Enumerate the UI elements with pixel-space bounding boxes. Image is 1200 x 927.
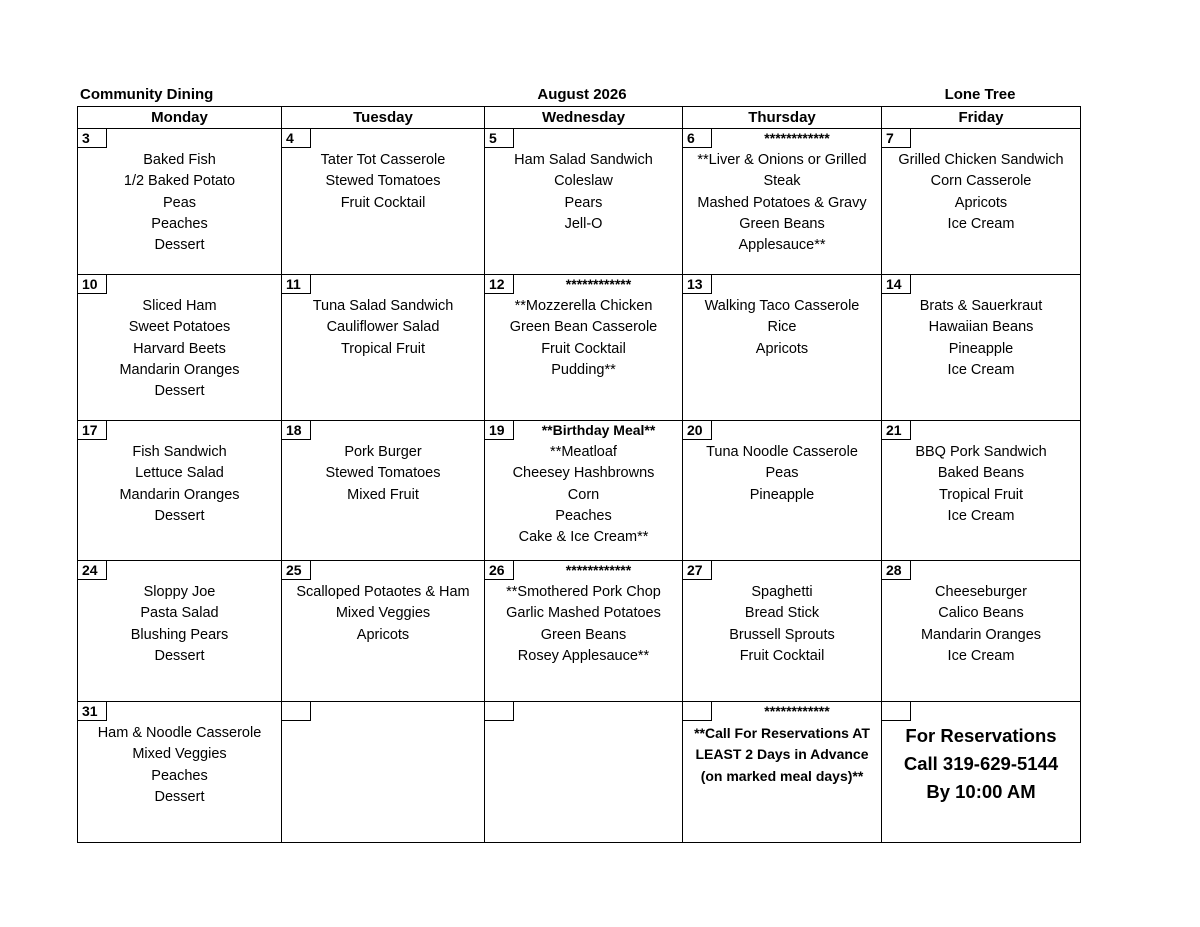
menu-item: Walking Taco Casserole (704, 298, 860, 314)
day-number: 24 (78, 561, 107, 580)
day-cell (485, 129, 683, 275)
menu-item: Dessert (154, 647, 205, 664)
menu-item: Pudding** (551, 361, 616, 378)
menu-items (282, 582, 484, 646)
menu-item: Peaches (555, 507, 612, 524)
menu-item: Bread Stick (744, 605, 820, 622)
menu-item: Green Bean Casserole (509, 319, 658, 336)
day-number: 26 (485, 561, 514, 580)
menu-item: Apricots (356, 626, 410, 643)
reservation-line: For Reservations (905, 725, 1057, 746)
day-cell (485, 421, 683, 561)
menu-item: Rice (767, 319, 797, 336)
menu-item: Corn (567, 486, 600, 503)
weekday-header: Friday (882, 107, 1081, 129)
menu-items (485, 582, 682, 667)
menu-items (683, 296, 881, 360)
menu-item: Baked Beans (937, 465, 1025, 482)
location-title: Lone Tree (944, 86, 1016, 103)
menu-item: Fish Sandwich (132, 444, 227, 460)
menu-item: LEAST 2 Days in Advance (695, 746, 869, 763)
menu-item: Fruit Cocktail (739, 647, 825, 664)
day-cell (683, 702, 882, 843)
day-number (882, 702, 911, 721)
menu-item: Cheesey Hashbrowns (512, 465, 655, 482)
day-cell (683, 275, 882, 421)
week-row (78, 702, 1081, 843)
day-number (282, 702, 311, 721)
day-number: 4 (282, 129, 311, 148)
day-cell (282, 561, 485, 702)
day-note: ************ (565, 276, 632, 292)
day-number: 6 (683, 129, 712, 148)
menu-item: Cauliflower Salad (326, 319, 440, 336)
menu-item: **Mozzerella Chicken (514, 298, 653, 314)
menu-item: Calico Beans (938, 605, 1024, 622)
day-number: 25 (282, 561, 311, 580)
menu-items (882, 150, 1080, 235)
day-number: 27 (683, 561, 712, 580)
day-number (683, 702, 712, 721)
menu-item: Mandarin Oranges (119, 361, 240, 378)
menu-calendar (77, 106, 1081, 843)
reservation-line: Call 319-629-5144 (903, 753, 1059, 774)
menu-item: Pineapple (948, 340, 1014, 357)
reservation-notice (683, 723, 881, 787)
menu-item: Pineapple (749, 486, 815, 503)
menu-item: Dessert (154, 383, 205, 400)
menu-item: Cheeseburger (935, 584, 1027, 600)
menu-item: Sweet Potatoes (128, 319, 231, 336)
menu-item: Apricots (954, 194, 1008, 211)
menu-items (882, 442, 1080, 527)
day-cell (282, 421, 485, 561)
menu-item: Dessert (154, 237, 205, 254)
menu-item: Tuna Salad Sandwich (312, 298, 454, 314)
menu-item: Spaghetti (751, 584, 813, 600)
day-number: 13 (683, 275, 712, 294)
day-cell (282, 702, 485, 843)
menu-item: (on marked meal days)** (700, 767, 864, 784)
menu-item: Tater Tot Casserole (320, 152, 446, 168)
day-number: 5 (485, 129, 514, 148)
day-cell (683, 561, 882, 702)
menu-item: Mixed Veggies (335, 605, 431, 622)
week-row (78, 561, 1081, 702)
menu-item: Stewed Tomatoes (325, 173, 441, 190)
day-cell (78, 421, 282, 561)
day-note: ************ (764, 130, 830, 146)
menu-items (282, 442, 484, 506)
menu-item: Apricots (755, 340, 809, 357)
day-note: **Birthday Meal** (541, 422, 656, 438)
menu-item: BBQ Pork Sandwich (915, 444, 1047, 460)
menu-item: Lettuce Salad (135, 465, 224, 482)
menu-item: Hawaiian Beans (928, 319, 1034, 336)
day-number (485, 702, 514, 721)
day-cell (78, 129, 282, 275)
day-cell (78, 275, 282, 421)
menu-items (485, 442, 682, 548)
day-cell (882, 129, 1081, 275)
program-title: Community Dining (80, 86, 214, 103)
day-cell (882, 421, 1081, 561)
day-cell (882, 561, 1081, 702)
menu-item: Brussell Sprouts (729, 626, 835, 643)
menu-item: Sliced Ham (142, 298, 217, 314)
menu-items (282, 296, 484, 360)
menu-item: Green Beans (739, 215, 825, 232)
menu-item: Fruit Cocktail (541, 340, 626, 357)
menu-item: Stewed Tomatoes (325, 465, 441, 482)
menu-items (683, 442, 881, 506)
menu-item: Ice Cream (947, 215, 1015, 232)
calendar-title-bar (77, 84, 1080, 106)
menu-items (78, 723, 281, 808)
menu-item: **Meatloaf (550, 444, 617, 460)
day-cell (882, 275, 1081, 421)
day-number: 19 (485, 421, 514, 440)
menu-items (485, 150, 682, 235)
menu-item: Rosey Applesauce** (517, 647, 650, 664)
menu-item: Mandarin Oranges (119, 486, 240, 503)
menu-item: Pears (564, 194, 603, 211)
day-number: 17 (78, 421, 107, 440)
menu-item: Ice Cream (947, 361, 1015, 378)
weekday-header: Monday (78, 107, 282, 129)
day-number: 14 (882, 275, 911, 294)
weekday-header-row (78, 107, 1081, 129)
menu-item: Mashed Potatoes & Gravy (697, 194, 867, 211)
menu-item: **Smothered Pork Chop (506, 584, 661, 600)
menu-items (683, 150, 881, 256)
menu-item: **Liver & Onions or Grilled (697, 152, 867, 168)
week-row (78, 421, 1081, 561)
day-number: 31 (78, 702, 107, 721)
day-note: ************ (764, 703, 830, 719)
menu-item: Pasta Salad (140, 605, 219, 622)
menu-items (78, 582, 281, 667)
menu-item: Ice Cream (947, 647, 1015, 664)
menu-item: Harvard Beets (133, 340, 226, 357)
menu-items (78, 442, 281, 527)
menu-item: Grilled Chicken Sandwich (898, 152, 1064, 168)
menu-item: Steak (763, 173, 801, 190)
menu-items (78, 296, 281, 402)
weekday-header: Tuesday (282, 107, 485, 129)
weekday-header: Thursday (683, 107, 882, 129)
menu-item: Peaches (151, 215, 208, 232)
week-row (78, 275, 1081, 421)
menu-item: Mandarin Oranges (920, 626, 1042, 643)
menu-item: Blushing Pears (130, 626, 229, 643)
day-cell (485, 275, 683, 421)
day-cell (78, 561, 282, 702)
menu-item: Tropical Fruit (340, 340, 426, 357)
menu-item: Mixed Veggies (132, 746, 227, 763)
week-row (78, 129, 1081, 275)
day-number: 11 (282, 275, 311, 294)
menu-item: Peas (765, 465, 799, 482)
menu-item: Brats & Sauerkraut (919, 298, 1043, 314)
menu-item: Fruit Cocktail (340, 194, 426, 211)
reservation-info (882, 722, 1080, 806)
menu-items (282, 150, 484, 214)
menu-item: Tuna Noodle Casserole (706, 444, 858, 460)
menu-items (882, 296, 1080, 381)
day-cell (485, 561, 683, 702)
day-cell (78, 702, 282, 843)
day-number: 18 (282, 421, 311, 440)
menu-item: Corn Casserole (930, 173, 1032, 190)
day-cell (485, 702, 683, 843)
day-cell (882, 702, 1081, 843)
day-cell (282, 129, 485, 275)
day-number: 12 (485, 275, 514, 294)
menu-items (683, 582, 881, 667)
menu-item: Ham & Noodle Casserole (97, 725, 262, 741)
day-number: 3 (78, 129, 107, 148)
menu-item: Baked Fish (143, 152, 216, 168)
menu-item: Ham Salad Sandwich (514, 152, 653, 168)
menu-items (485, 296, 682, 381)
menu-item: Dessert (154, 507, 205, 524)
menu-item: **Call For Reservations AT (694, 725, 870, 741)
menu-item: Garlic Mashed Potatoes (506, 605, 661, 622)
day-note: ************ (565, 562, 632, 578)
menu-item: 1/2 Baked Potato (123, 173, 236, 190)
menu-items (882, 582, 1080, 667)
menu-item: Jell-O (564, 215, 603, 232)
day-number: 21 (882, 421, 911, 440)
calendar-body (78, 129, 1081, 843)
menu-item: Peas (162, 194, 197, 211)
menu-item: Mixed Fruit (347, 486, 419, 503)
weekday-header: Wednesday (485, 107, 683, 129)
menu-item: Cake & Ice Cream** (518, 529, 649, 546)
menu-item: Applesauce** (738, 237, 826, 254)
menu-item: Ice Cream (947, 507, 1015, 524)
menu-item: Pork Burger (344, 444, 422, 460)
day-number: 7 (882, 129, 911, 148)
menu-item: Coleslaw (554, 173, 613, 190)
day-cell (282, 275, 485, 421)
menu-item: Tropical Fruit (938, 486, 1024, 503)
day-number: 20 (683, 421, 712, 440)
day-cell (683, 421, 882, 561)
menu-item: Peaches (151, 767, 208, 784)
menu-items (78, 150, 281, 256)
day-cell (683, 129, 882, 275)
day-number: 28 (882, 561, 911, 580)
menu-item: Green Beans (540, 626, 627, 643)
day-number: 10 (78, 275, 107, 294)
menu-item: Dessert (154, 788, 205, 805)
menu-item: Scalloped Potaotes & Ham (296, 584, 470, 600)
month-title: August 2026 (537, 86, 627, 103)
menu-item: Sloppy Joe (143, 584, 216, 600)
reservation-line: By 10:00 AM (926, 781, 1036, 802)
